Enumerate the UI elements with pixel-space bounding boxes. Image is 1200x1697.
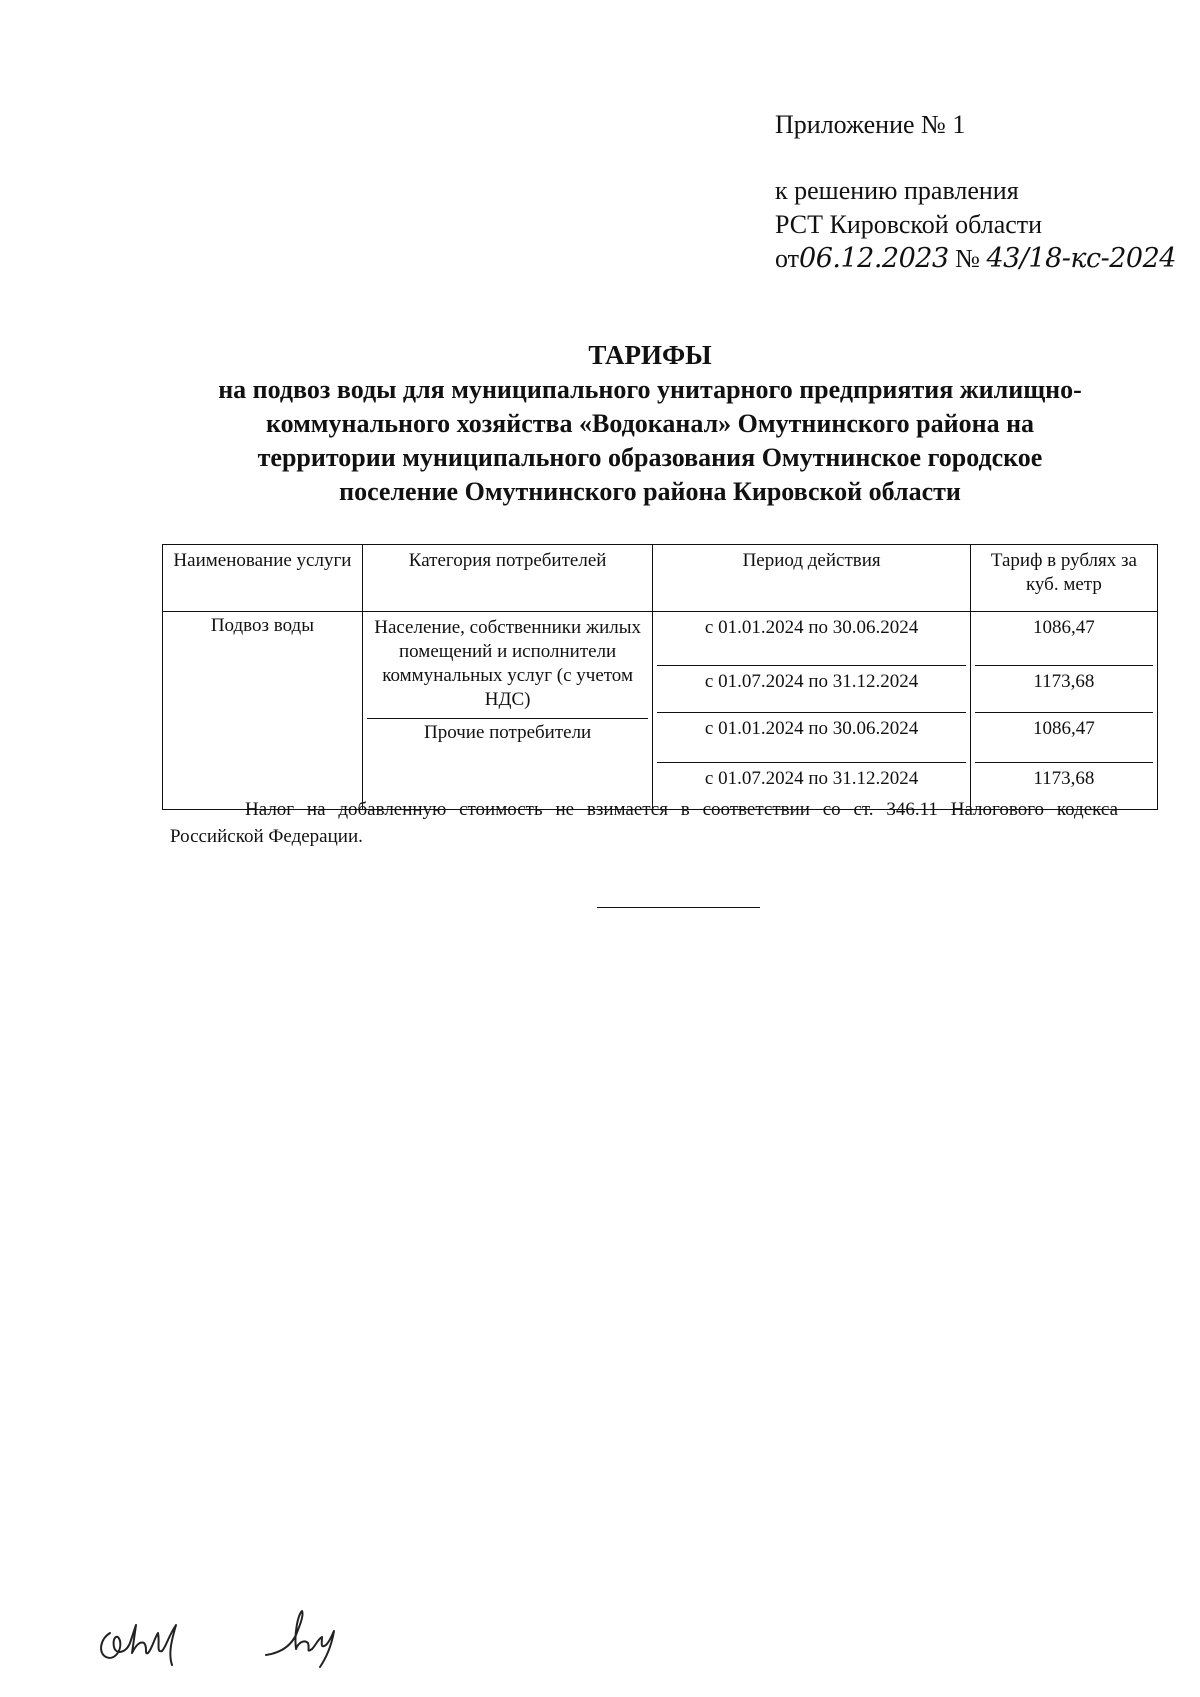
tariff-4: 1173,68 [1033, 768, 1095, 789]
header-tariff: Тариф в рублях за куб. метр [970, 545, 1157, 612]
number-prefix: № [948, 244, 987, 273]
title-line-1: на подвоз воды для муниципального унитарного предприятия жилищно- [218, 375, 1082, 404]
category-cell [362, 612, 653, 810]
date-number-line [775, 242, 1176, 276]
document-title [120, 338, 1180, 509]
title-line-3: территории муниципального образования Омутнинское городское [257, 443, 1043, 472]
date-prefix: от [775, 244, 800, 273]
period-4: с 01.07.2024 по 31.12.2024 [704, 768, 919, 789]
tariff-table [162, 544, 1158, 810]
period-2: с 01.07.2024 по 31.12.2024 [657, 666, 965, 713]
handwritten-date: 06.12.2023 [799, 243, 949, 274]
tariff-1: 1086,47 [975, 614, 1153, 666]
handwritten-number: 43/18-кс-2024 [986, 243, 1176, 274]
tax-note: Налог на добавленную стоимость не взимается в соответствии со ст. 346.11 Налогового кодекса Российской Федерации. [170, 799, 1118, 847]
decision-line: к решению правления [775, 176, 1019, 205]
period-cell [653, 612, 970, 810]
title-line-4: поселение Омутнинского района Кировской области [339, 477, 961, 506]
category-other: Прочие потребители [423, 722, 592, 743]
appendix-block [775, 108, 1176, 276]
signature-2 [260, 1603, 370, 1673]
period-3: с 01.01.2024 по 30.06.2024 [657, 713, 965, 763]
service-cell: Подвоз воды [163, 612, 363, 810]
header-service: Наименование услуги [163, 545, 363, 612]
header-period: Период действия [653, 545, 970, 612]
title-heading: ТАРИФЫ [588, 340, 712, 370]
signature-1 [92, 1603, 202, 1673]
header-category: Категория потребителей [362, 545, 653, 612]
tariff-2: 1173,68 [975, 666, 1153, 713]
table-header-row [163, 545, 1158, 612]
table-row [163, 612, 1158, 810]
tariff-3: 1086,47 [975, 713, 1153, 763]
end-divider [597, 907, 760, 908]
category-population: Население, собственники жилых помещений и исполнители коммунальных услуг (с учетом НДС) [367, 614, 649, 719]
tariff-cell [970, 612, 1157, 810]
title-line-2: коммунального хозяйства «Водоканал» Омутнинского района на [265, 409, 1035, 438]
period-1: с 01.01.2024 по 30.06.2024 [657, 614, 965, 666]
appendix-number: Приложение № 1 [775, 110, 966, 139]
authority-line: РСТ Кировской области [775, 210, 1043, 239]
